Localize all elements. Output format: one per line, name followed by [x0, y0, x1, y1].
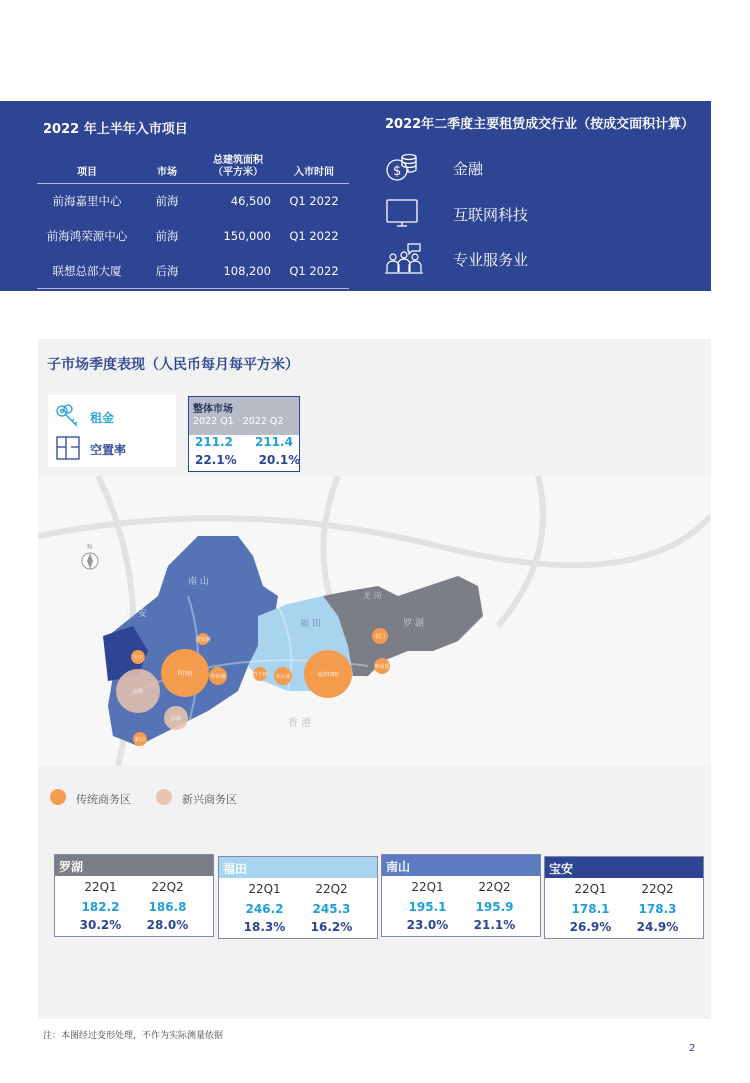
district-vac-q2: 16.2%	[310, 920, 353, 934]
cell-time: Q1 2022	[279, 254, 349, 289]
cell-market: 前海	[155, 229, 179, 243]
overall-rent-q2: 211.4	[254, 435, 293, 449]
table-row	[37, 184, 349, 219]
bubble-label-baozhong: 宝中	[132, 655, 144, 661]
district-name: 宝安	[545, 857, 703, 878]
cell-time: Q1 2022	[289, 229, 339, 243]
industry-label: 金融	[453, 160, 484, 178]
map-label-longgang: 龙 岗	[363, 591, 382, 600]
district-vacancy	[382, 918, 540, 932]
overall-header	[189, 397, 299, 435]
overall-rent	[195, 435, 293, 449]
district-rent	[545, 902, 703, 916]
legend-vacancy	[54, 435, 172, 463]
col-area: 总建筑面积 （平方米）	[197, 155, 279, 184]
legend-vacancy-label: 空置率	[90, 443, 127, 457]
district-rent-q1: 195.1	[408, 900, 447, 914]
zone-label-emerging: 新兴商务区	[182, 793, 237, 806]
entries-table	[37, 155, 349, 289]
map-label-baoan: 宝 安	[126, 609, 147, 619]
district-name: 罗湖	[55, 855, 213, 876]
district-rent-q1: 178.1	[571, 902, 610, 916]
bubble-label-futian-cbd: 福田CBD	[317, 672, 339, 678]
overall-q2: 2022 Q2	[242, 416, 284, 427]
legend-rent	[54, 403, 172, 431]
footnote: 注：本图经过变形处理，不作为实际测量依据	[43, 1031, 224, 1041]
industry-label: 专业服务业	[453, 251, 529, 269]
cell-project: 联想总部大厦	[37, 254, 137, 289]
overall-vac-q1: 22.1%	[195, 453, 237, 467]
district-q2: 22Q2	[151, 880, 184, 894]
map-label-nanshan: 南 山	[188, 577, 209, 587]
shenzhen-map	[38, 476, 711, 766]
district-vac-q1: 26.9%	[569, 920, 612, 934]
table-row	[37, 254, 349, 289]
bubble-label-chegongmiao: 车公庙	[275, 674, 291, 680]
cell-project: 前海鸿荣源中心	[46, 229, 128, 243]
district-vac-q1: 23.0%	[406, 918, 449, 932]
district-quarters	[382, 880, 540, 894]
bubble-label-houhai: 后海	[170, 716, 182, 722]
meeting-icon	[384, 242, 424, 278]
col-project: 项目	[37, 155, 137, 184]
district-rent-q1: 246.2	[245, 902, 284, 916]
table-header-row	[37, 155, 349, 184]
bubble-label-huaqiaocheng: 华侨城	[210, 674, 226, 680]
district-quarters	[545, 882, 703, 896]
bubble-label-zhuzilin: 竹子林	[252, 672, 268, 678]
bubble-label-xilimm: 留仙洞	[195, 637, 211, 643]
zone-label-traditional: 传统商务区	[76, 793, 131, 806]
district-rent-q2: 245.3	[312, 902, 351, 916]
district-card-luohu	[54, 854, 214, 937]
industry-item-professional	[384, 242, 704, 278]
table-row	[37, 219, 349, 254]
submarket-panel	[38, 339, 711, 1019]
district-vac-q2: 28.0%	[146, 918, 189, 932]
industry-item-finance	[384, 151, 704, 187]
district-vac-q2: 24.9%	[636, 920, 679, 934]
overall-rent-q1: 211.2	[195, 435, 233, 449]
overall-quarters	[193, 416, 299, 427]
page-number: 2	[689, 1043, 696, 1054]
overall-label: 整体市场	[193, 404, 233, 415]
zone-dot-traditional	[50, 789, 66, 805]
district-vac-q2: 21.1%	[473, 918, 516, 932]
col-time: 入市时间	[279, 155, 349, 184]
district-quarters	[55, 880, 213, 894]
cell-area: 150,000	[223, 229, 271, 243]
district-name: 福田	[219, 857, 377, 878]
cell-time: Q1 2022	[289, 194, 339, 209]
metric-legend	[48, 395, 176, 467]
bubble-label-dongmen: 东门	[374, 634, 386, 640]
floorplan-icon	[54, 435, 82, 461]
district-rent	[219, 902, 377, 916]
district-q2: 22Q2	[315, 882, 348, 896]
district-name: 南山	[382, 855, 540, 876]
submarket-title: 子市场季度表现（人民币每月每平方米）	[47, 357, 299, 373]
compass-north: N	[87, 543, 93, 551]
district-vacancy	[55, 918, 213, 932]
cell-project: 前海嘉里中心	[52, 194, 122, 209]
bubble-label-kejiyuan: 科技园	[177, 671, 193, 677]
industries-title: 2022年二季度主要租赁成交行业（按成交面积计算）	[385, 117, 695, 132]
monitor-icon	[384, 197, 420, 231]
map-svg	[38, 476, 711, 766]
district-q1: 22Q1	[84, 880, 117, 894]
overall-vacancy	[195, 453, 300, 467]
legend-rent-label: 租金	[90, 411, 115, 425]
map-label-futian: 福 田	[300, 619, 321, 629]
bubble-label-caiwuwei: 蔡屋围	[374, 664, 390, 670]
district-card-nanshan	[381, 854, 541, 937]
map-label-hk: 香 港	[288, 718, 312, 729]
bubble-label-shekou: 蛇口	[134, 737, 146, 743]
cell-market: 后海	[137, 254, 197, 289]
district-q1: 22Q1	[574, 882, 607, 896]
overall-vac-q2: 20.1%	[258, 453, 301, 467]
district-vac-q1: 30.2%	[79, 918, 122, 932]
overall-market-box	[188, 396, 300, 472]
district-rent-q2: 186.8	[148, 900, 187, 914]
district-quarters	[219, 882, 377, 896]
district-rent	[55, 900, 213, 914]
keys-icon	[54, 403, 82, 429]
district-vacancy	[545, 920, 703, 934]
map-label-luohu: 罗 湖	[403, 619, 424, 629]
zone-dot-emerging	[156, 789, 172, 805]
district-q2: 22Q2	[478, 880, 511, 894]
svg-text:$: $	[393, 164, 402, 179]
overall-q1: 2022 Q1	[193, 416, 234, 427]
district-card-baoan	[544, 856, 704, 939]
district-q1: 22Q1	[411, 880, 444, 894]
district-vac-q1: 18.3%	[243, 920, 286, 934]
district-card-futian	[218, 856, 378, 939]
cell-area: 108,200	[197, 254, 279, 289]
bubble-label-qianhai: 前海	[132, 689, 144, 695]
cell-market: 前海	[155, 194, 179, 209]
district-vacancy	[219, 920, 377, 934]
district-q1: 22Q1	[248, 882, 281, 896]
entries-title: 2022 年上半年入市项目	[43, 122, 188, 137]
cell-area: 46,500	[230, 194, 271, 209]
coins-icon	[384, 151, 420, 185]
industry-item-internet	[384, 197, 704, 233]
col-market: 市场	[137, 155, 197, 184]
district-q2: 22Q2	[641, 882, 674, 896]
district-rent-q2: 195.9	[475, 900, 514, 914]
industry-label: 互联网科技	[453, 206, 529, 224]
district-rent	[382, 900, 540, 914]
top-banner	[0, 101, 711, 291]
district-rent-q2: 178.3	[638, 902, 677, 916]
district-rent-q1: 182.2	[81, 900, 120, 914]
